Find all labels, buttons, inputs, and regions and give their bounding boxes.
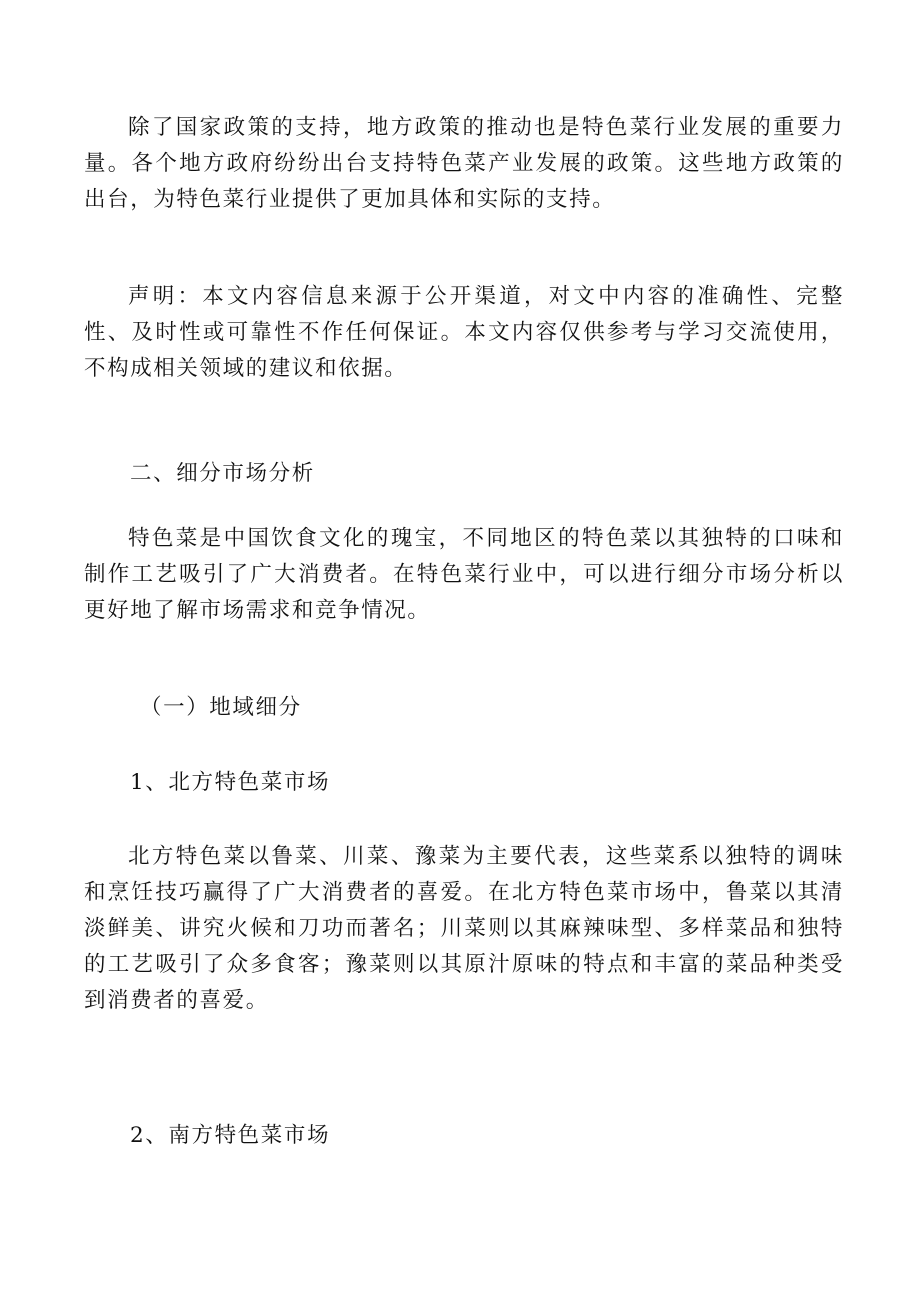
item-heading-north: 1、北方特色菜市场 <box>130 770 331 795</box>
paragraph-intro: 特色菜是中国饮食文化的瑰宝，不同地区的特色菜以其独特的口味和制作工艺吸引了广大消费者。在特色菜行业中，可以进行细分市场分析以更好地了解市场需求和竞争情况。 <box>84 526 844 623</box>
paragraph-local-policy: 除了国家政策的支持，地方政策的推动也是特色菜行业发展的重要力量。各个地方政府纷纷出台支持特色菜产业发展的政策。这些地方政策的出台，为特色菜行业提供了更加具体和实际的支持。 <box>84 115 844 212</box>
paragraph-disclaimer: 声明：本文内容信息来源于公开渠道，对文中内容的准确性、完整性、及时性或可靠性不作任何保证。本文内容仅供参考与学习交流使用，不构成相关领域的建议和依据。 <box>84 284 844 381</box>
subsection-heading: （一）地域细分 <box>140 695 302 720</box>
paragraph-north-market: 北方特色菜以鲁菜、川菜、豫菜为主要代表，这些菜系以独特的调味和烹饪技巧赢得了广大消费者的喜爱。在北方特色菜市场中，鲁菜以其清淡鲜美、讲究火候和刀功而著名；川菜则以其麻辣味型、多样菜品和独特的工艺吸引了众多食客；豫菜则以其原汁原味的特点和丰富的菜品种类受到消费者的喜爱。 <box>84 844 844 1013</box>
section-heading: 二、细分市场分析 <box>130 461 315 486</box>
item-heading-south: 2、南方特色菜市场 <box>130 1123 331 1148</box>
